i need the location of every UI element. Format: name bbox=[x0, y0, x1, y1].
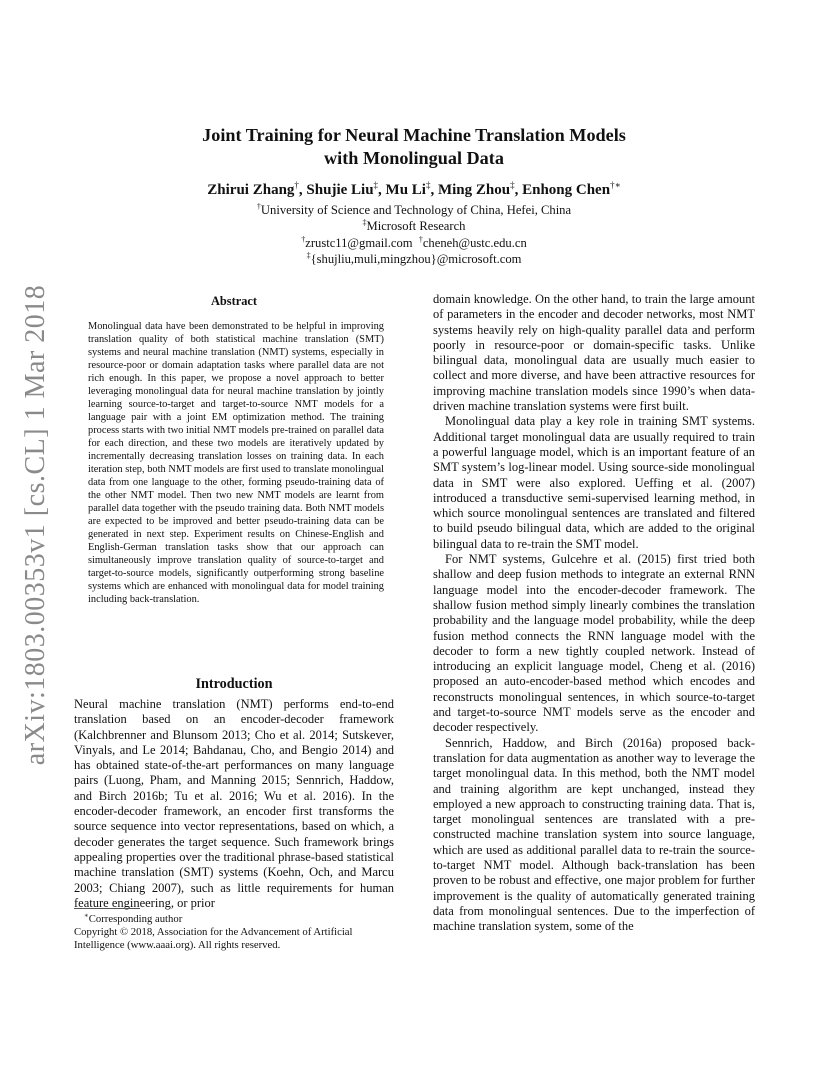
author-name: Ming Zhou bbox=[437, 182, 511, 198]
affil-mark: † bbox=[418, 234, 423, 244]
affiliation-line bbox=[120, 202, 708, 218]
author-affil-mark: †∗ bbox=[610, 180, 621, 190]
body-paragraph: Sennrich, Haddow, and Birch (2016a) proposed back-translation for data augmentation as another way to leverage the target monolingual data. In this method, both the NMT model and training algorithm are kept unchanged, instead they employed a new approach to constructing training data. That is, target monolingual sentences are translated with a pre-constructed machine translation system into source language, which are used as additional parallel data to re-train the source-to-target NMT model. Although back-translation has been proven to be robust and effective, one major problem for further improvement is the quality of automatically generated training data from monolingual sentences. Due to the imperfection of machine translation system, some of the bbox=[433, 735, 755, 934]
right-column bbox=[433, 292, 755, 934]
email-line bbox=[120, 235, 708, 251]
corresponding-author-note bbox=[74, 913, 394, 926]
affiliations bbox=[120, 202, 708, 268]
affil-text: Microsoft Research bbox=[366, 219, 466, 234]
author-affil-mark: ‡ bbox=[510, 180, 515, 190]
copyright-notice: Copyright © 2018, Association for the Advancement of Artificial Intelligence (www.aaai.org). All rights reserved. bbox=[74, 925, 353, 951]
author-name: Shujie Liu bbox=[306, 182, 374, 198]
footnote bbox=[74, 913, 394, 952]
affiliation-line bbox=[120, 218, 708, 234]
author-list: Zhirui Zhang†, Shujie Liu‡, Mu Li‡, Ming Zhou‡, Enhong Chen†∗ bbox=[207, 180, 621, 198]
affil-mark: ‡ bbox=[306, 251, 311, 261]
arxiv-side-stamp bbox=[18, 284, 54, 766]
body-paragraph: domain knowledge. On the other hand, to train the large amount of parameters in the encoder and decoder networks, most NMT systems heavily rely on high-quality parallel data and perform poorly in resource-poor or domain-specific tasks. Unlike bilingual data, monolingual data are usually much easier to collect and more diverse, and have been attractive resources for improving machine translation models since 1990’s when data-driven machine translation systems were first built. bbox=[433, 292, 755, 414]
abstract-text: Monolingual data have been demonstrated to be helpful in improving translation quality of both statistical machine translation (SMT) systems and neural machine translation (NMT) systems, especially in resource-poor or domain adaptation tasks where parallel data are not rich enough. In this paper, we propose a novel approach to better leveraging monolingual data for neural machine translation by jointly learning source-to-target and target-to-source NMT models for a language pair with a joint EM optimization method. The training process starts with two initial NMT models pre-trained on parallel data for each direction, and these two models are iteratively updated by incrementally decreasing translation losses on training data. In each iteration step, both NMT models are first used to translate monolingual data from one language to the other, forming pseudo-training data of the other NMT model. Then two new NMT models are learnt from parallel data together with the pseudo training data. Both NMT models are expected to be improved and better pseudo-training data can be generated in next step. Experiment results on Chinese-English and English-German translation tasks show that our approach can simultaneously improve translation quality of source-to-target and target-to-source models, significantly outperforming strong baseline systems which are enhanced with monolingual data for model training including back-translation. bbox=[88, 321, 384, 606]
body-paragraph: Monolingual data play a key role in training SMT systems. Additional target monolingual data are usually required to train a powerful language model, which is an important feature of an SMT system’s log-linear model. Using source-side monolingual data in SMT were also explored. Ueffing et al. (2007) introduced a transductive semi-supervised learning method, in which source monolingual sentences are translated and filtered to build pseudo bilingual data, which are added to the original bilingual data to re-train the SMT model. bbox=[433, 414, 755, 551]
affil-mark: ‡ bbox=[362, 218, 367, 228]
author-affil-mark: ‡ bbox=[425, 180, 431, 190]
author-affil-mark: ‡ bbox=[373, 180, 379, 190]
title-line: with Monolingual Data bbox=[324, 148, 504, 168]
footnote-mark: ∗ bbox=[84, 911, 89, 920]
affil-mark: † bbox=[256, 201, 261, 211]
author-affil-mark: † bbox=[294, 180, 299, 190]
introduction-heading: Introduction bbox=[195, 676, 273, 692]
affil-text: University of Science and Technology of China, Hefei, China bbox=[260, 203, 572, 217]
footnote-divider bbox=[74, 908, 140, 909]
paper-title bbox=[120, 124, 708, 170]
abstract-heading: Abstract bbox=[210, 294, 258, 308]
author-name: Zhirui Zhang bbox=[207, 182, 295, 198]
title-line: Joint Training for Neural Machine Translation Models bbox=[202, 125, 626, 145]
email-text: cheneh@ustc.edu.cn bbox=[422, 235, 527, 250]
email-text: zrustc11@gmail.com bbox=[305, 235, 419, 250]
affil-mark: † bbox=[301, 234, 306, 244]
author-name: Enhong Chen bbox=[522, 182, 611, 198]
email-text: {shujliu,muli,mingzhou}@microsoft.com bbox=[310, 252, 522, 267]
footnote-text: Corresponding author bbox=[88, 913, 183, 925]
intro-paragraph: Neural machine translation (NMT) performs end-to-end translation based on an encoder-decoder framework (Kalchbrenner and Blunsom 2013; Cho et al. 2014; Sutskever, Vinyals, and Le 2014; Bahdanau, Cho, and Bengio 2014) and has obtained state-of-the-art performances on many language pairs (Luong, Pham, and Manning 2015; Sennrich, Haddow, and Birch 2016b; Tu et al. 2016; Wu et al. 2016). In the encoder-decoder framework, an encoder first transforms the source sequence into vector representations, based on which, a decoder generates the target sequence. Such framework brings appealing properties over the traditional phrase-based statistical machine translation (SMT) systems (Koehn, Och, and Marcu 2003; Chiang 2007), such as little requirements for human feature engineering, or prior bbox=[74, 697, 394, 910]
email-line bbox=[120, 251, 708, 267]
arxiv-identifier: arXiv:1803.00353v1 [cs.CL] 1 Mar 2018 bbox=[20, 284, 51, 766]
author-name: Mu Li bbox=[385, 182, 426, 198]
body-paragraph: For NMT systems, Gulcehre et al. (2015) first tried both shallow and deep fusion methods to integrate an external RNN language model into the encoder-decoder framework. The shallow fusion method simply linearly combines the translation probability and the language model probability, while the deep fusion method connects the RNN language model with the decoder to form a new tightly coupled network. Instead of introducing an explicit language model, Cheng et al. (2016) proposed an auto-encoder-based method which encodes and reconstructs monolingual sentences, in which source-to-target and target-to-source NMT models serve as the encoder and decoder respectively. bbox=[433, 552, 755, 735]
